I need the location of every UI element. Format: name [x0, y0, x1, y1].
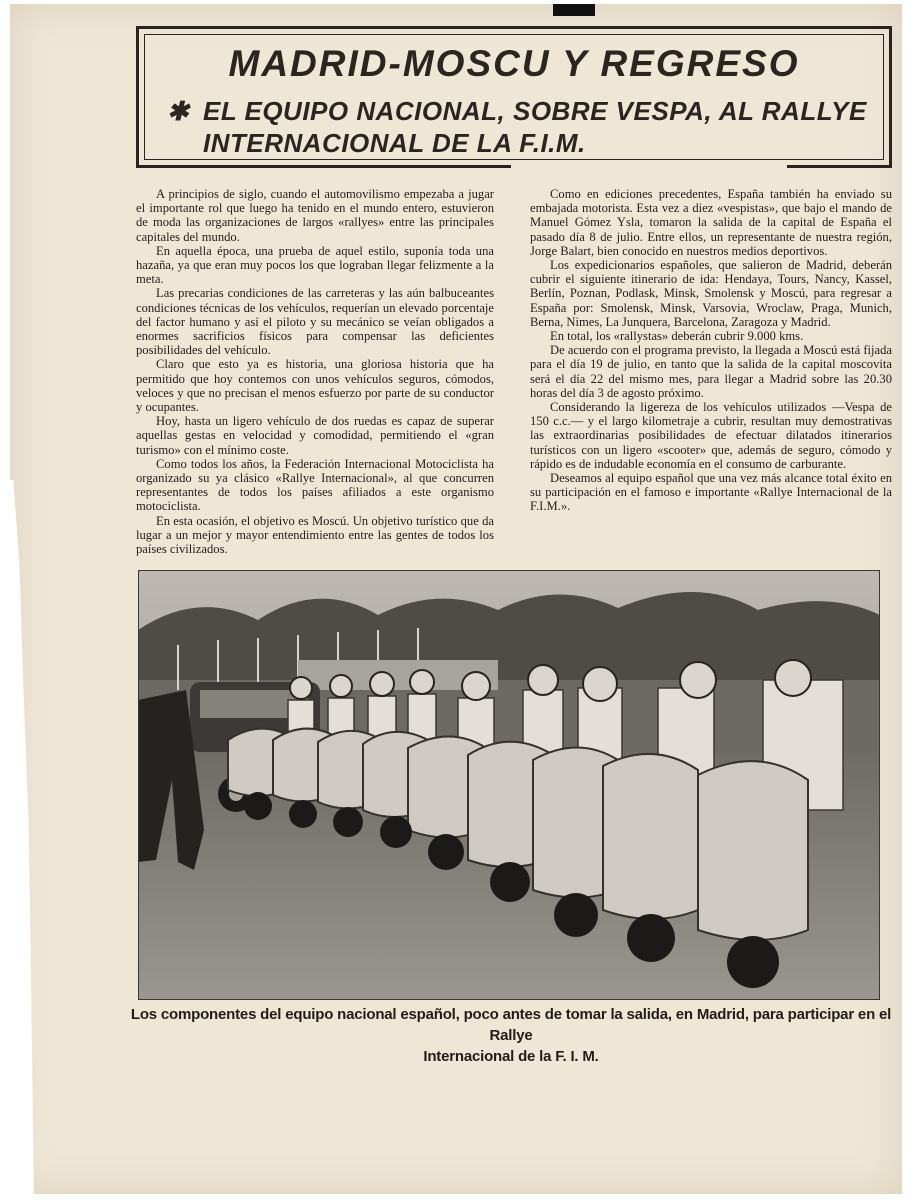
article-column-right — [530, 187, 892, 514]
paragraph: En aquella época, una prueba de aquel estilo, suponía toda una hazaña, ya que eran muy pocos los que lograban llegar felizmente a la meta. — [136, 243, 494, 287]
paragraph: Como en ediciones precedentes, España también ha enviado su embajada motorista. Esta vez a diez «vespistas», que bajo el mando de Manuel Gómez Ysla, tomaron la salida de la capital de España el pasado día 8 de julio. Entre ellos, un representante de nuestra región, Jorge Balart, bien conocido en nuestros medios deportivos. — [530, 187, 892, 258]
paragraph: Hoy, hasta un ligero vehículo de dos ruedas es capaz de superar aquellas gestas en velocidad y comodidad, permitiendo el «gran turismo» con el mínimo coste. — [136, 414, 494, 457]
headline-subtitle — [167, 95, 887, 159]
article-column-left — [136, 187, 494, 556]
print-mark — [553, 4, 595, 16]
team-photo — [138, 570, 880, 1000]
photo-caption — [128, 1004, 894, 1067]
subtitle-line-1: EL EQUIPO NACIONAL, SOBRE VESPA, AL RALLYE — [203, 96, 867, 126]
paragraph: En esta ocasión, el objetivo es Moscú. Un objetivo turístico que da lugar a un mejor y mayor entendimiento entre las gentes de todos los países civilizados. — [136, 513, 494, 557]
headline-title: MADRID-MOSCU Y REGRESO — [228, 43, 800, 84]
subtitle-line-2: INTERNACIONAL DE LA F.I.M. — [203, 128, 586, 158]
paragraph: A principios de siglo, cuando el automovilismo empezaba a jugar el importante rol que luego ha tenido en el mundo entero, estuvieron de moda las organizaciones de largos «rallyes» entre las principales capitales del mundo. — [136, 187, 494, 244]
paragraph: Como todos los años, la Federación Internacional Motociclista ha organizado su ya clásico «Rallye Internacional», al que concurren representantes de todos los países afiliados a este organismo motociclista. — [136, 456, 494, 514]
paragraph: Los expedicionarios españoles, que salieron de Madrid, deberán cubrir el siguiente itinerario de ida: Hendaya, Tours, Nancy, Kassel, Berlín, Poznan, Podlask, Minsk, Smolensk y Moscú, para regresar a España por: Smolensk, Minsk, Varsovia, Wroclaw, Praga, Munich, Berna, Nimes, La Junquera, Barcelona, Zaragoza y Madrid. — [530, 258, 892, 329]
paragraph: En total, los «rallystas» deberán cubrir 9.000 kms. — [550, 329, 804, 344]
paragraph: Considerando la ligereza de los vehículos utilizados —Vespa de 150 c.c.— y el largo kilometraje a cubrir, resultan muy demostrativas las extraordinarias posibilidades de efectuar dilatados itinerarios turísticos con un ligero «scooter» que, además de seguro, cómodo y rápido es de indudable economía en el consumo de carburante. — [530, 400, 892, 471]
paragraph: Claro que esto ya es historia, una gloriosa historia que ha permitido que hoy contemos con unos vehículos seguros, cómodos, veloces y que no precisan el menos esfuerzo por parte de su conductor y ocupantes. — [136, 357, 494, 415]
paragraph: Deseamos al equipo español que una vez más alcance total éxito en su participación en el famoso e importante «Rallye Internacional de la F.I.M.». — [530, 471, 892, 514]
caption-line-1: Los componentes del equipo nacional español, poco antes de tomar la salida, en Madrid, para participar en el Rallye — [130, 1006, 892, 1044]
caption-line-2: Internacional de la F. I. M. — [423, 1048, 599, 1065]
paragraph: De acuerdo con el programa previsto, la llegada a Moscú está fijada para el día 19 de julio, en tanto que la salida de la capital moscovita será el día 22 del mismo mes, para llegar a Madrid sobre las 20.30 horas del día 3 de agosto próximo. — [530, 343, 892, 400]
asterisk-icon: ✱ — [167, 96, 190, 126]
paragraph: Las precarias condiciones de las carreteras y las aún balbuceantes condiciones técnicas de los vehículos, requerían un elevado porcentaje del factor humano y así el piloto y su mecánico se veían obligados a enormes sacrificios físicos para compensar las deficientes posibilidades del vehículo. — [136, 286, 494, 358]
headline-box — [136, 26, 892, 168]
